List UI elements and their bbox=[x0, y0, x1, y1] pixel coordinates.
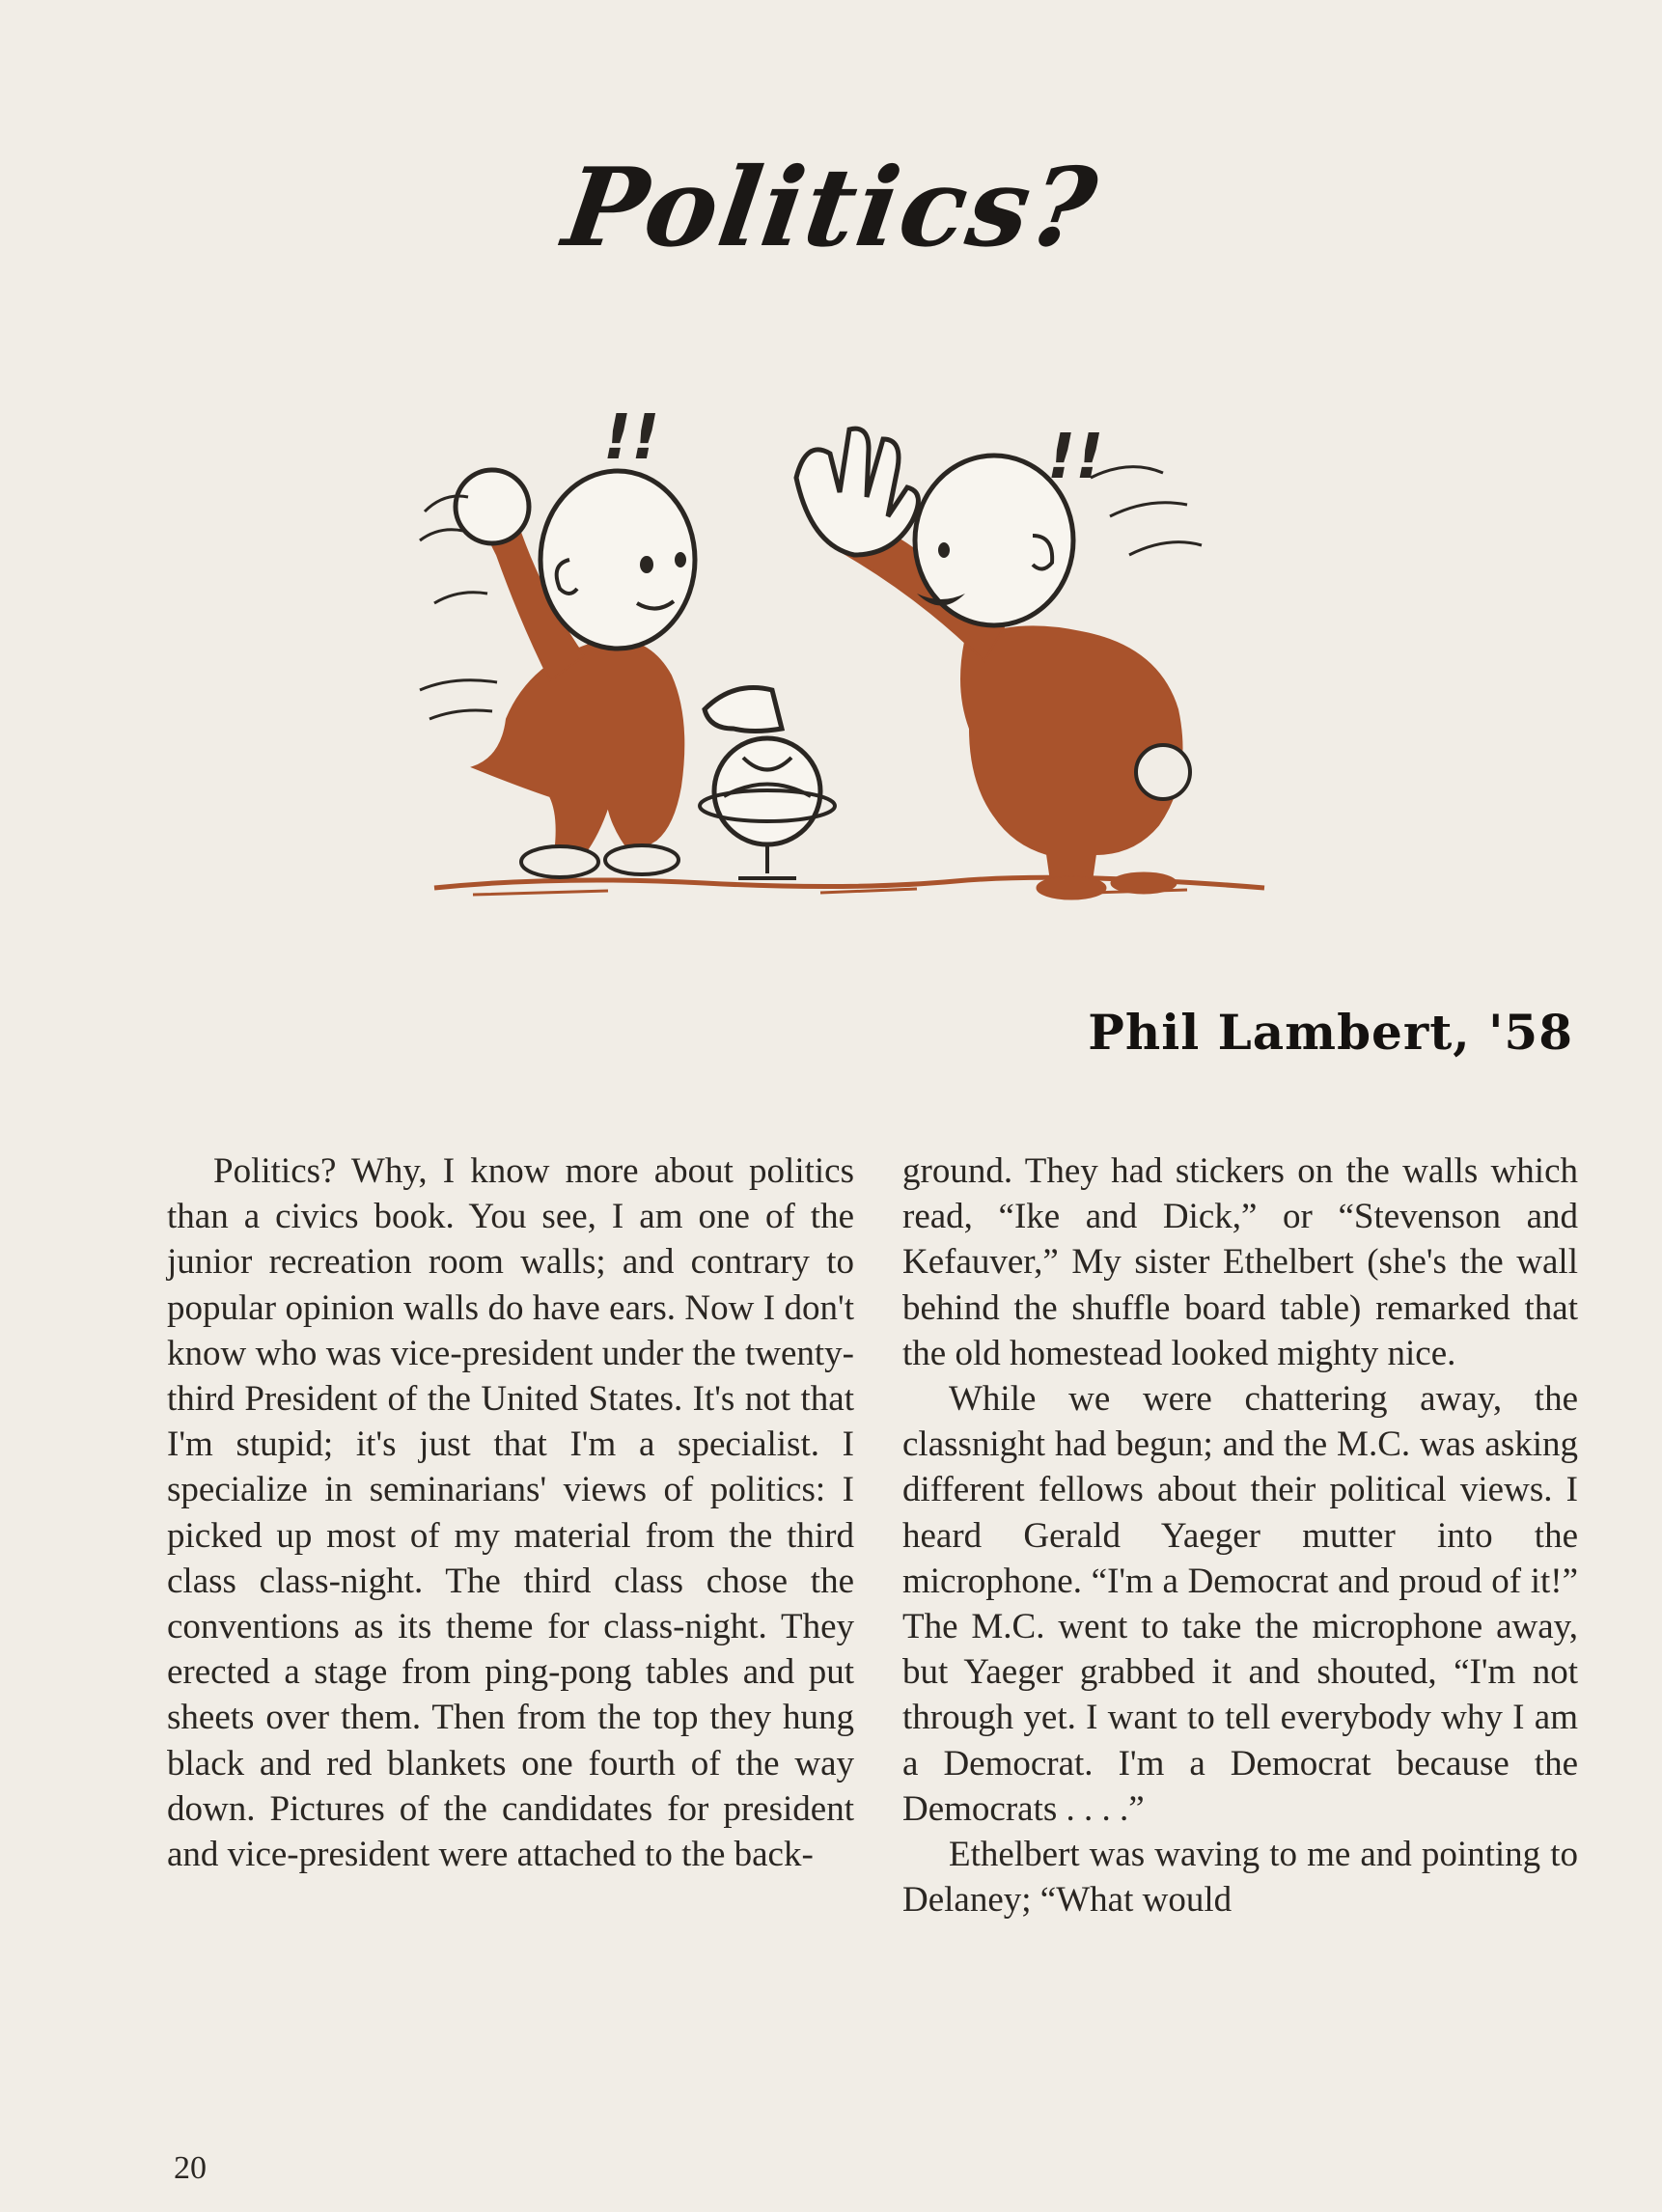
exclamation-left: !! bbox=[603, 402, 660, 474]
page-title: Politics? bbox=[556, 145, 1106, 271]
page-number: 20 bbox=[174, 2150, 207, 2186]
author-byline: Phil Lambert, '58 bbox=[1088, 1004, 1573, 1061]
text-column-left bbox=[167, 1148, 854, 2114]
paragraph: Ethelbert was waving to me and pointing to Delaney; “What would bbox=[902, 1835, 1578, 1921]
text-column-right bbox=[902, 1148, 1578, 2114]
political-argument-illustration bbox=[415, 401, 1293, 912]
paragraph-continuation: ground. They had stickers on the walls which read, “Ike and Dick,” or “Stevenson and Kefauver,” My sister Ethelbert (she's the wall behind the shuffle board table) remarked that the old homestead looked mighty nice. bbox=[902, 1151, 1578, 1373]
paragraph: While we were chattering away, the classnight had begun; and the M.C. was asking different fellows about their political views. I heard Gerald Yaeger mutter into the microphone. “I'm a Democrat and proud of it!” The M.C. went to take the microphone away, but Yaeger grabbed it and shouted, “I'm not through yet. I want to tell everybody why I am a Democrat. I'm a Democrat because the Democrats . . . .” bbox=[902, 1379, 1578, 1829]
paragraph: Politics? Why, I know more about politics than a civics book. You see, I am one of the junior recreation room walls; and contrary to popular opinion walls do have ears. Now I don't know who was vice-president under the twenty-third President of the United States. It's not that I'm stupid; it's just that I'm a specialist. I specialize in seminarians' views of politics: I picked up most of my material from the third class class-night. The third class chose the conventions as its theme for class-night. They erected a stage from ping-pong tables and put sheets over them. Then from the top they hung black and red blankets one fourth of the way down. Pictures of the candidates for president and vice-president were attached to the back- bbox=[167, 1151, 854, 1875]
exclamation-right: !! bbox=[1047, 422, 1104, 493]
